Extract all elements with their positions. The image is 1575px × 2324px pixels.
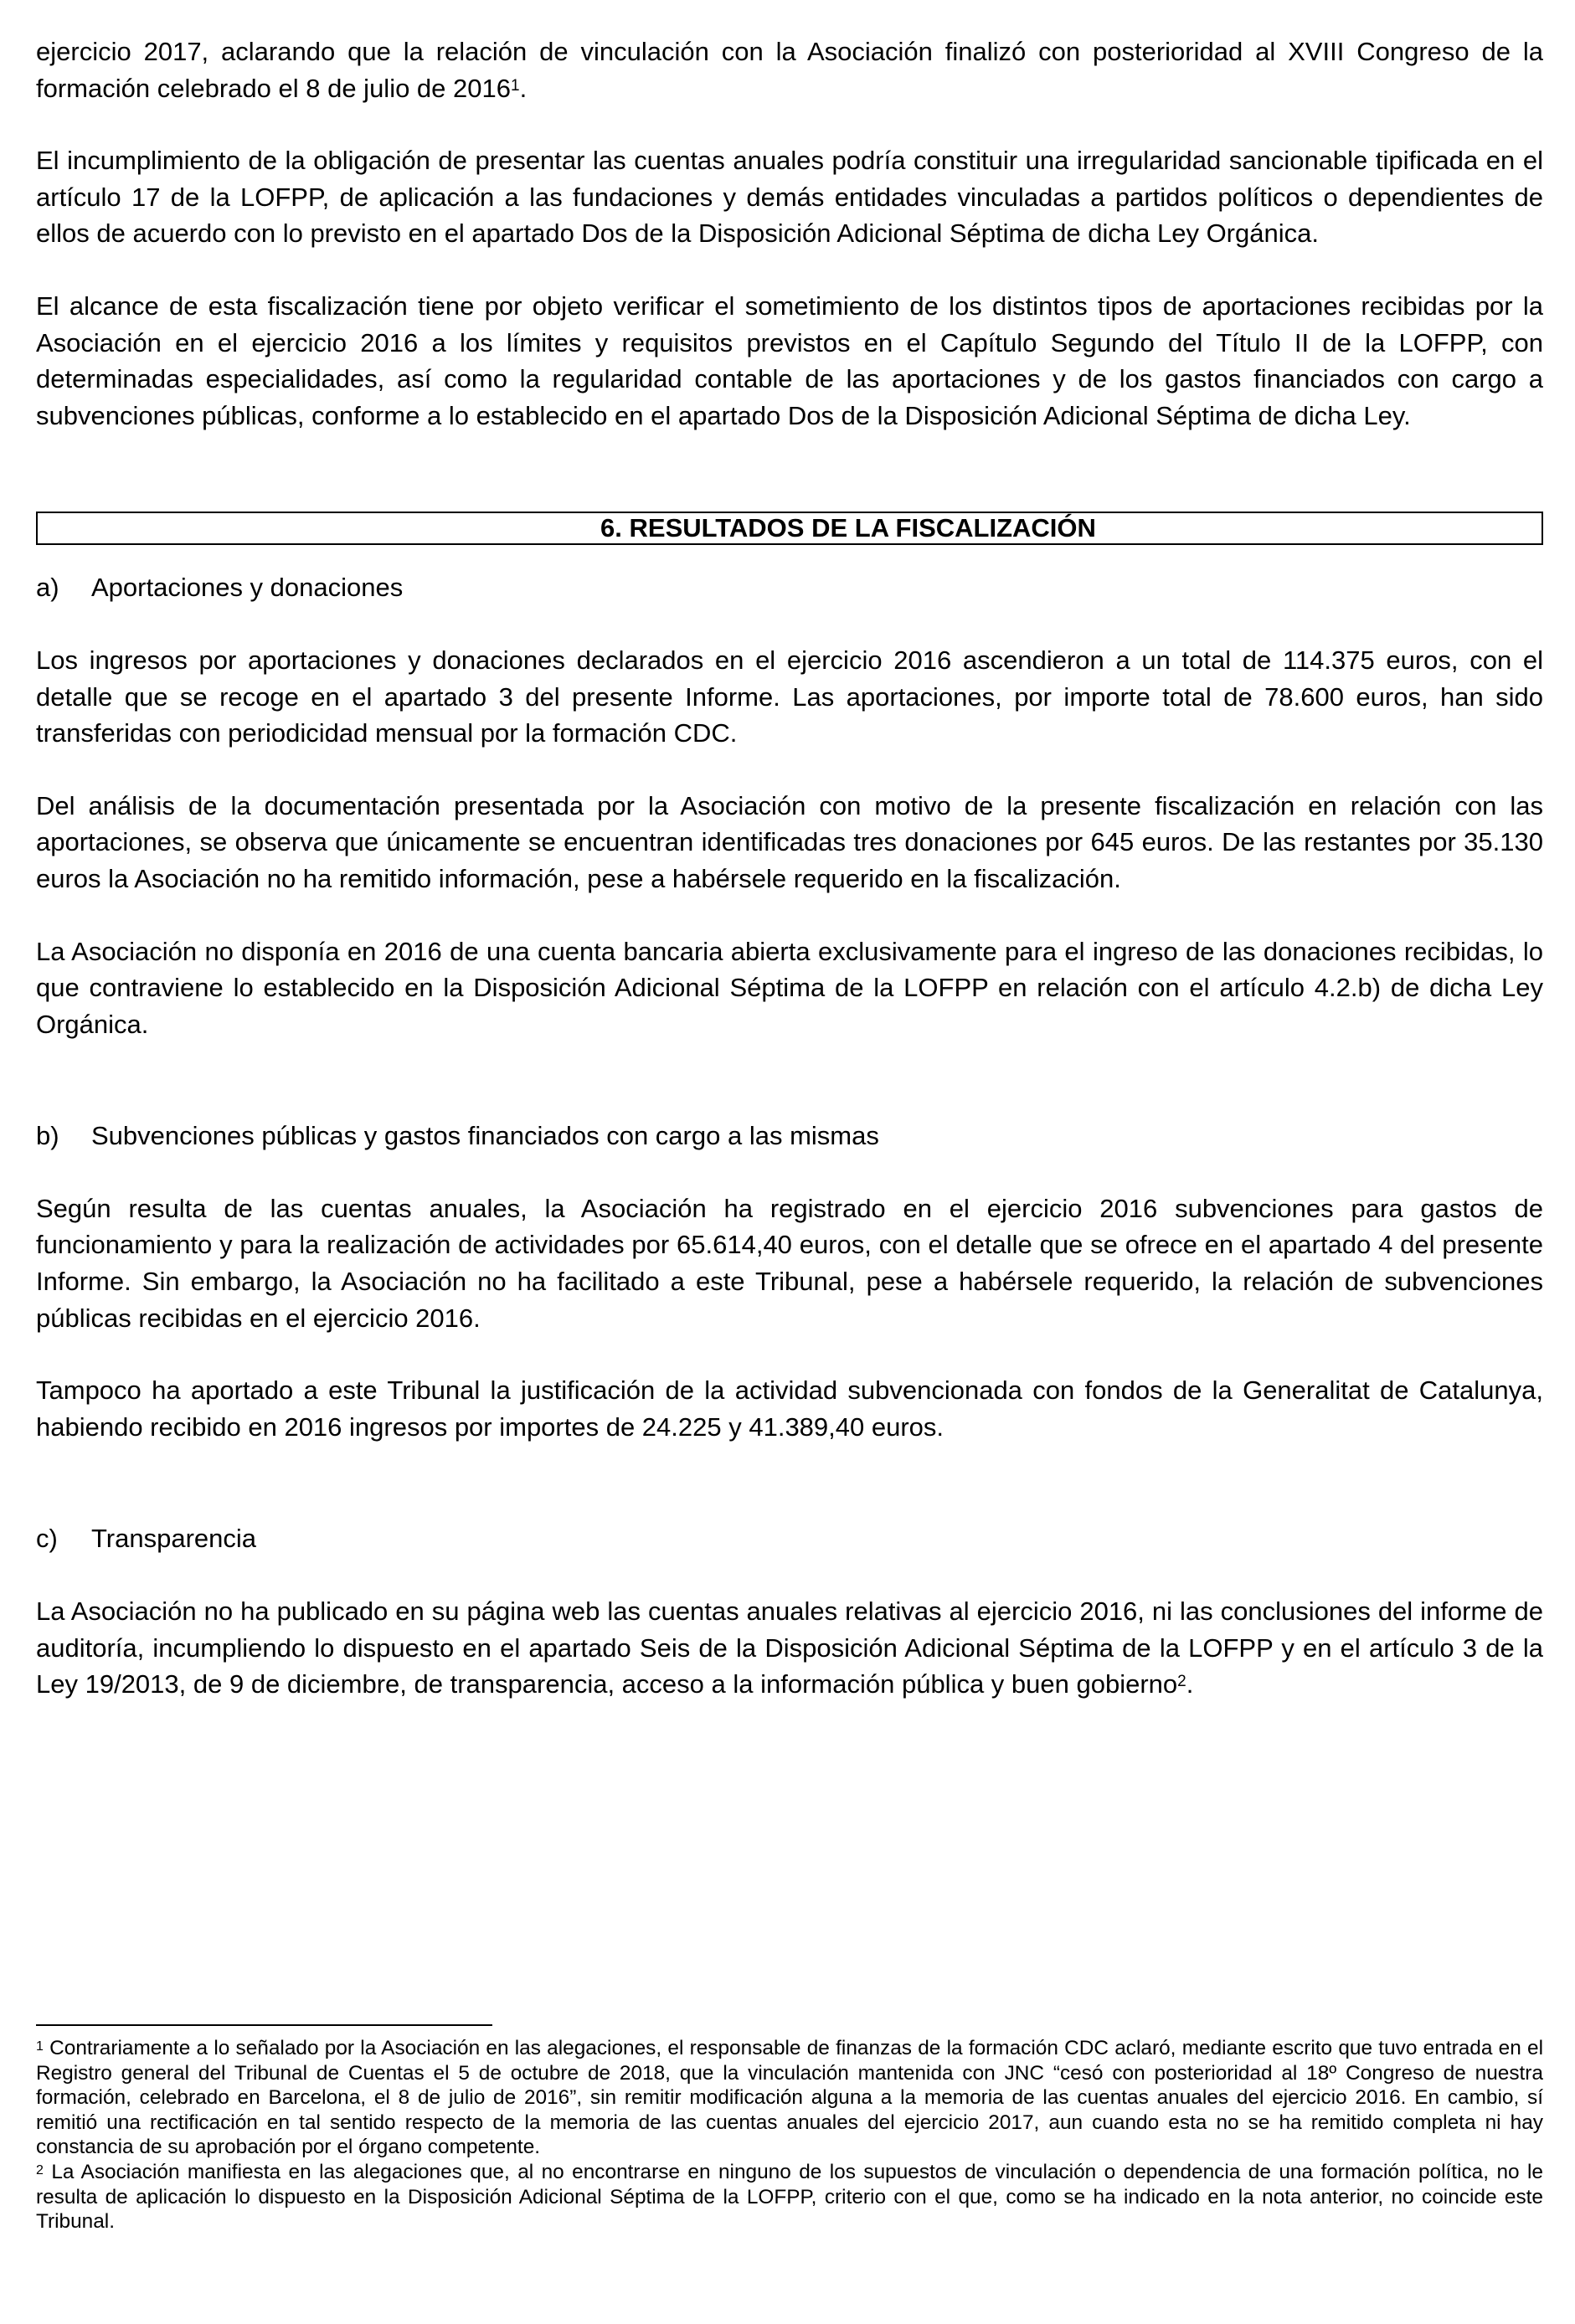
subsection-c-title: Transparencia: [91, 1524, 257, 1554]
footnote-ref-1: 1: [511, 76, 520, 95]
subsection-b-paragraph-2: Tampoco ha aportado a este Tribunal la justificación de la actividad subvencionada con fondos de la Generalitat de Catalunya, habiendo recibido en 2016 ingresos por importes de 24.225 y 41.389,40 euros.: [36, 1375, 1543, 1442]
intro-paragraph-3: El alcance de esta fiscalización tiene por objeto verificar el sometimiento de los distintos tipos de aportaciones recibidas por la Asociación en el ejercicio 2016 a los límites y requisitos previstos en el Capítulo Segundo del Título II de la LOFPP, con determinadas especialidades, así como la regularidad contable de las aportaciones y de los gastos financiados con cargo a subvenciones públicas, conforme a lo establecido en el apartado Dos de la Disposición Adicional Séptima de dicha Ley.: [36, 290, 1543, 430]
section-heading: 6. RESULTADOS DE LA FISCALIZACIÓN: [36, 512, 1543, 545]
footnote-ref-1-punct: .: [519, 73, 528, 103]
document-page: [36, 33, 1543, 1703]
subsection-c-paragraph-text: La Asociación no ha publicado en su página web las cuentas anuales relativas al ejercicio 2016, ni las conclusiones del informe de auditoría, incumpliendo lo dispuesto en el apartado Seis de la Disposición Adicional Séptima de la LOFPP y en el artículo 3 de la Ley 19/2013, de 9 de diciembre, de transparencia, acceso a la información pública y buen gobierno: [36, 1596, 1543, 1699]
subsection-a-paragraph-1: Los ingresos por aportaciones y donaciones declarados en el ejercicio 2016 ascendieron a un total de 114.375 euros, con el detalle que se recoge en el apartado 3 del presente Informe. Las aportaciones, por importe total de 78.600 euros, han sido transferidas con periodicidad mensual por la formación CDC.: [36, 645, 1543, 748]
footnotes: [36, 2036, 1543, 2234]
footnote-1-number: 1: [36, 2039, 44, 2054]
subsection-c-heading: [36, 1520, 1543, 1557]
intro-paragraph-1-text: ejercicio 2017, aclarando que la relación de vinculación con la Asociación finalizó con posterioridad al XVIII Congreso de la formación celebrado el 8 de julio de 2016: [36, 37, 1543, 103]
intro-paragraph-2: El incumplimiento de la obligación de presentar las cuentas anuales podría constituir una irregularidad sancionable tipificada en el artículo 17 de la LOFPP, de aplicación a las fundaciones y demás entidades vinculadas a partidos políticos o dependientes de ellos de acuerdo con lo previsto en el apartado Dos de la Disposición Adicional Séptima de dicha Ley Orgánica.: [36, 146, 1543, 249]
footnote-1: [36, 2036, 1543, 2160]
subsection-b-title: Subvenciones públicas y gastos financiados con cargo a las mismas: [91, 1121, 879, 1151]
intro-paragraph-continuation: [36, 33, 1543, 106]
subsection-b-paragraph-1: Según resulta de las cuentas anuales, la Asociación ha registrado en el ejercicio 2016 subvenciones para gastos de funcionamiento y para la realización de actividades por 65.614,40 euros, con el detalle que se ofrece en el apartado 4 del presente Informe. Sin embargo, la Asociación no ha facilitado a este Tribunal, pese a habérsele requerido, la relación de subvenciones públicas recibidas en el ejercicio 2016.: [36, 1193, 1543, 1333]
subsection-a-heading: [36, 569, 1543, 606]
subsection-a-title: Aportaciones y donaciones: [91, 573, 404, 603]
subsection-c-paragraph: [36, 1593, 1543, 1703]
subsection-c-letter: c): [36, 1524, 58, 1554]
subsection-a-letter: a): [36, 573, 59, 603]
footnote-2-number: 2: [36, 2162, 44, 2177]
footnote-separator: [36, 2024, 492, 2026]
subsection-a-paragraph-3: La Asociación no disponía en 2016 de una cuenta bancaria abierta exclusivamente para el ingreso de las donaciones recibidas, lo que contraviene lo establecido en la Disposición Adicional Séptima de la LOFPP en relación con el artículo 4.2.b) de dicha Ley Orgánica.: [36, 936, 1543, 1039]
footnote-1-text: Contrariamente a lo señalado por la Asociación en las alegaciones, el responsable de finanzas de la formación CDC aclaró, mediante escrito que tuvo entrada en el Registro general del Tribunal de Cuentas el 5 de octubre de 2018, que la vinculación mantenida con JNC “cesó con posterioridad al 18º Congreso de nuestra formación, celebrado en Barcelona, el 8 de julio de 2016”, sin remitir modificación alguna a la memoria de las cuentas anuales del ejercicio 2016. En cambio, sí remitió una rectificación en tal sentido respecto de la memoria de las cuentas anuales del ejercicio 2017, aun cuando esta no se ha remitido completa ni hay constancia de su aprobación por el órgano competente.: [36, 2037, 1543, 2159]
footnote-ref-2-punct: .: [1186, 1669, 1194, 1699]
section-heading-wrapper: [36, 512, 1543, 545]
footnote-2: [36, 2160, 1543, 2234]
subsection-a-paragraph-2: Del análisis de la documentación presentada por la Asociación con motivo de la presente fiscalización en relación con las aportaciones, se observa que únicamente se encuentran identificadas tres donaciones por 645 euros. De las restantes por 35.130 euros la Asociación no ha remitido información, pese a habérsele requerido en la fiscalización.: [36, 790, 1543, 893]
subsection-b-heading: [36, 1118, 1543, 1154]
footnote-ref-2: 2: [1177, 1673, 1186, 1691]
subsection-b-letter: b): [36, 1121, 59, 1151]
footnote-2-text: La Asociación manifiesta en las alegaciones que, al no encontrarse en ninguno de los supuestos de vinculación o dependencia de una formación política, no le resulta de aplicación lo dispuesto en la Disposición Adicional Séptima de la LOFPP, criterio con el que, como se ha indicado en la nota anterior, no coincide este Tribunal.: [36, 2160, 1543, 2234]
